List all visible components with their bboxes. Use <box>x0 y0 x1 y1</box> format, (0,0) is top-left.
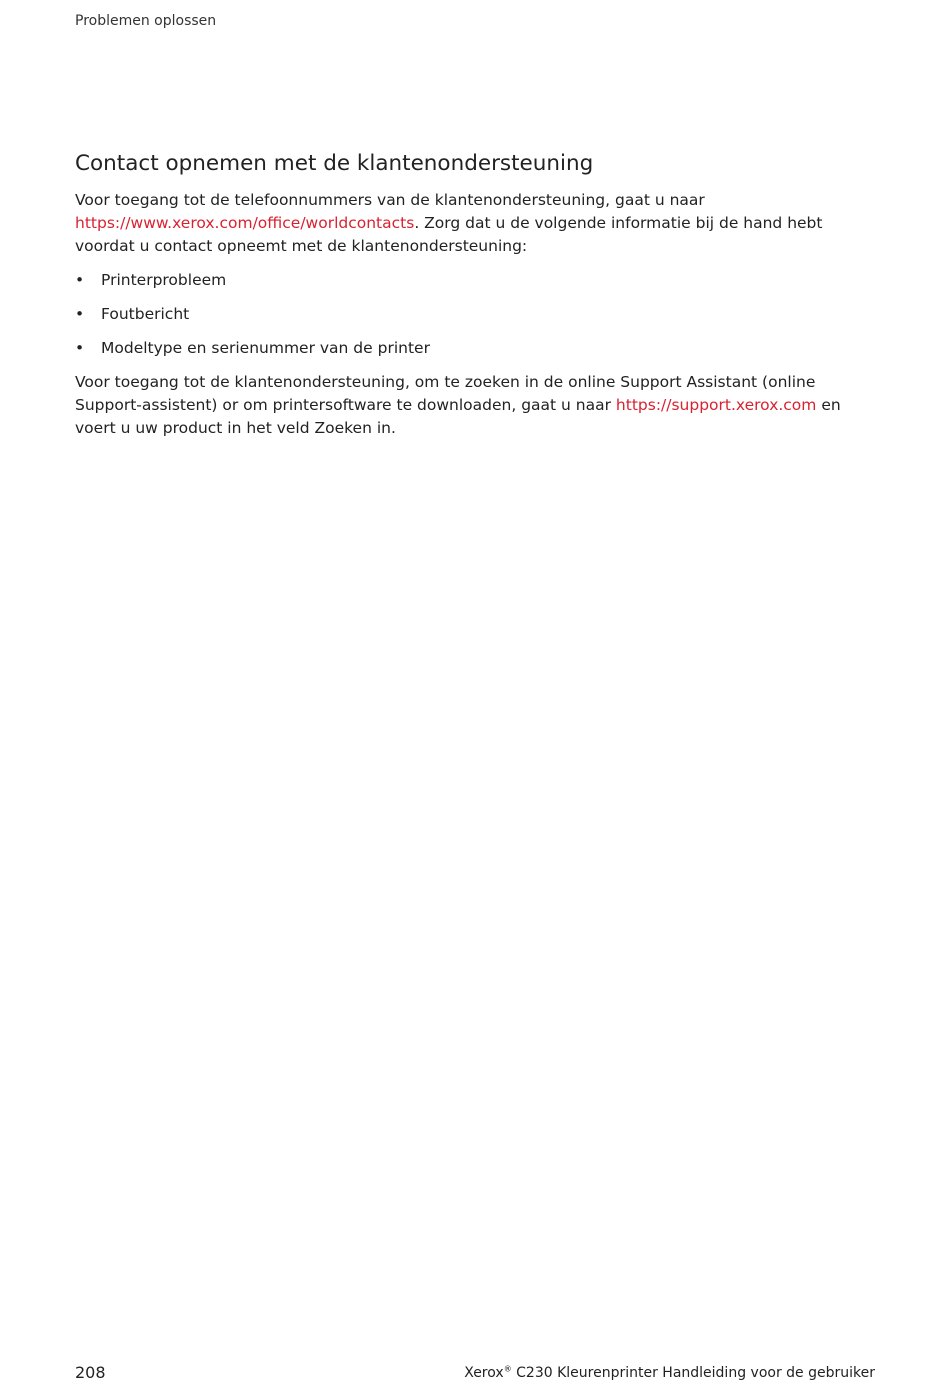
registered-mark: ® <box>503 1364 512 1374</box>
support-text-end: en voert u uw product in het veld Zoeken in. <box>75 396 841 437</box>
intro-text-end: . Zorg dat u de volgende informatie bij de hand hebt voordat u contact opneemt met de klantenondersteuning: <box>75 214 823 255</box>
bullet-icon: • <box>75 339 85 357</box>
list-item-text: Foutbericht <box>101 305 190 323</box>
bullet-icon: • <box>75 271 85 289</box>
list-item-text: Printerprobleem <box>101 271 227 289</box>
support-text-start: Voor toegang tot de klantenondersteuning, om te zoeken in de online Support Assistant (online Support-assistent) or om printersoftware te downloaden, gaat u naar <box>75 373 816 414</box>
list-item <box>75 269 875 292</box>
footer-doc-title <box>464 1365 875 1381</box>
section-title: Contact opnemen met de klantenondersteuning <box>75 151 594 176</box>
main-content <box>75 150 875 440</box>
intro-paragraph <box>75 189 875 258</box>
support-link[interactable]: https://support.xerox.com <box>615 396 817 414</box>
worldcontacts-link[interactable]: https://www.xerox.com/office/worldcontacts <box>75 214 415 232</box>
footer-brand: Xerox <box>464 1365 504 1381</box>
list-item-text: Modeltype en serienummer van de printer <box>101 339 430 357</box>
list-item <box>75 303 875 326</box>
footer-title-text: C230 Kleurenprinter Handleiding voor de gebruiker <box>511 1365 875 1381</box>
intro-text-start: Voor toegang tot de telefoonnummers van de klantenondersteuning, gaat u naar <box>75 191 705 209</box>
bullet-icon: • <box>75 305 85 323</box>
page-number: 208 <box>75 1363 106 1382</box>
running-header: Problemen oplossen <box>75 13 217 29</box>
info-list <box>75 269 875 360</box>
support-paragraph <box>75 371 875 440</box>
list-item <box>75 337 875 360</box>
